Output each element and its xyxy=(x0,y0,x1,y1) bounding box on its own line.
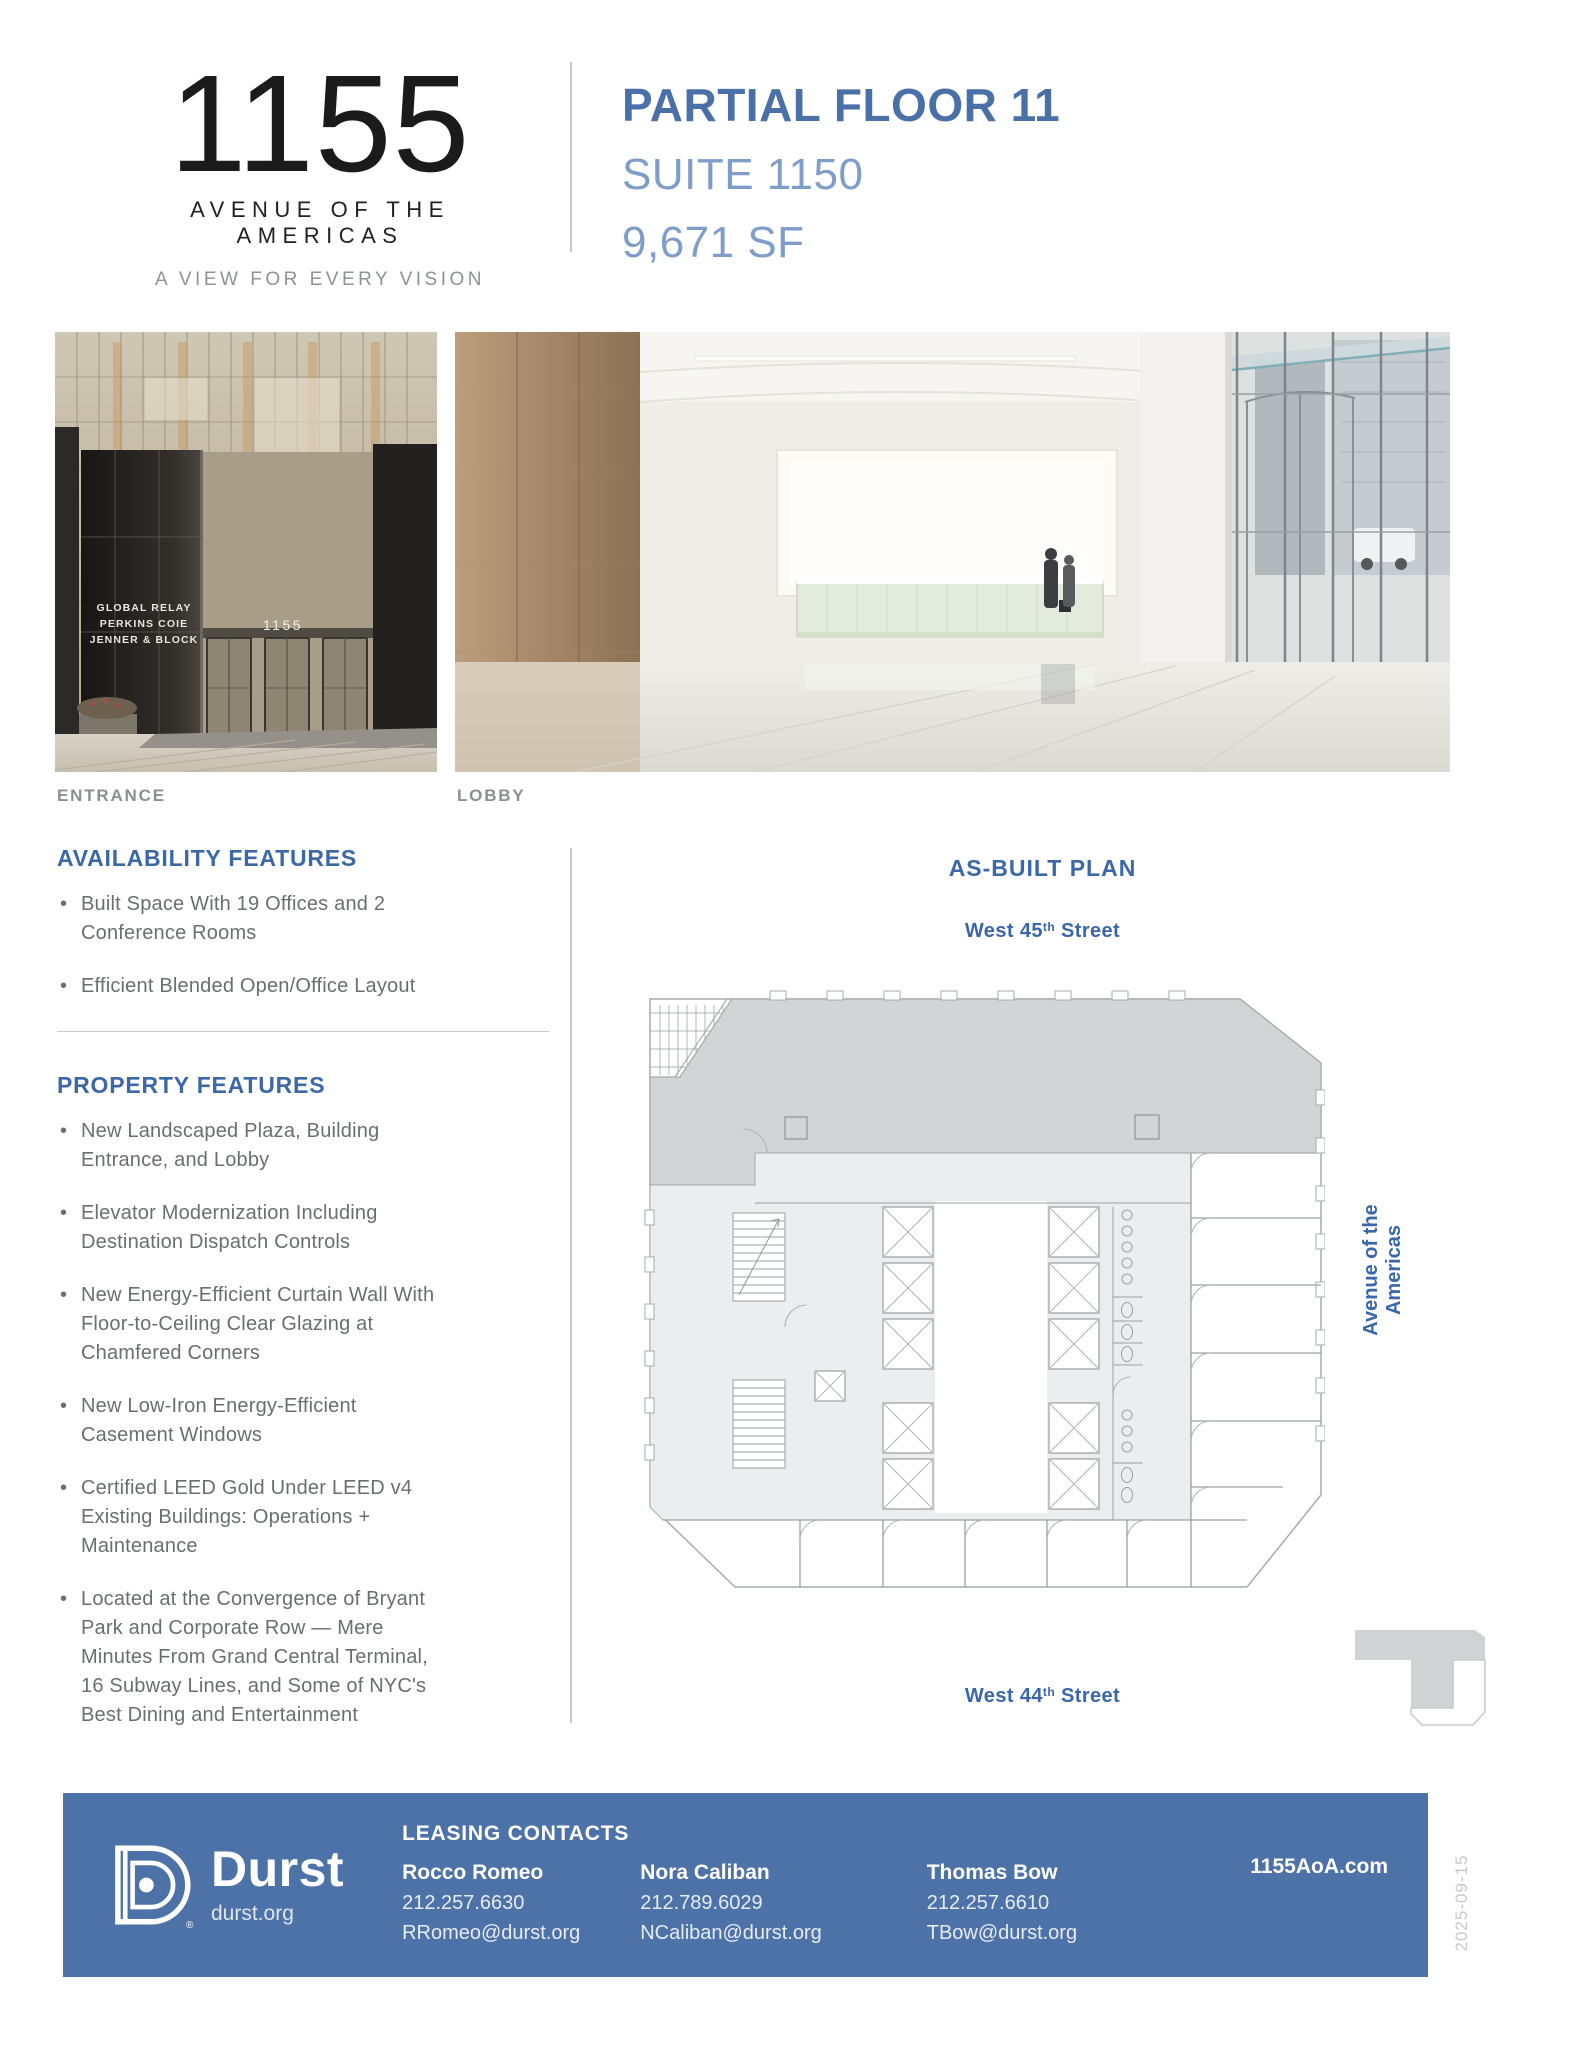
list-item: • Elevator Modernization Including Destination Dispatch Controls xyxy=(57,1199,449,1257)
building-locator-map xyxy=(1337,1616,1522,1746)
header-divider xyxy=(570,62,572,252)
durst-site-link[interactable]: durst.org xyxy=(211,1902,294,1925)
contact-card xyxy=(402,1858,580,1948)
footer xyxy=(63,1793,1428,1977)
tenant-name: JENNER & BLOCK xyxy=(89,634,199,646)
list-item: • Built Space With 19 Offices and 2 Conference Rooms xyxy=(57,890,449,948)
street-label-west-45 xyxy=(590,920,1495,943)
street-text: West 44 xyxy=(964,1685,1043,1707)
street-sup: th xyxy=(1042,1685,1056,1699)
listing-website-link[interactable]: 1155AoA.com xyxy=(1250,1855,1388,1878)
section-divider xyxy=(57,1031,549,1032)
entrance-tenant-signage xyxy=(88,600,200,648)
suite-number: SUITE 1150 xyxy=(622,150,864,199)
list-item: • Certified LEED Gold Under LEED v4 Existing Buildings: Operations + Maintenance xyxy=(57,1474,449,1561)
date-stamp: 2025-09-15 xyxy=(1452,1854,1471,1952)
durst-logo-icon xyxy=(105,1839,197,1931)
entrance-photo xyxy=(55,332,437,772)
contact-phone: 212.257.6630 xyxy=(402,1892,525,1914)
tenant-name: GLOBAL RELAY xyxy=(96,602,192,614)
contact-card xyxy=(640,1858,822,1948)
contact-name: Thomas Bow xyxy=(926,1861,1058,1884)
durst-wordmark xyxy=(211,1841,345,1926)
floor-plan xyxy=(635,975,1325,1635)
property-list xyxy=(57,1117,449,1730)
list-item: • Efficient Blended Open/Office Layout xyxy=(57,972,449,1001)
street-text: West 45 xyxy=(964,920,1043,942)
durst-logo xyxy=(105,1839,344,1931)
registered-mark: ® xyxy=(185,1920,194,1931)
page-title: PARTIAL FLOOR 11 xyxy=(622,79,1061,131)
column-divider xyxy=(570,848,572,1723)
street-rest: Street xyxy=(1055,1685,1121,1707)
availability-list xyxy=(57,890,449,1001)
contact-email[interactable]: RRomeo@durst.org xyxy=(402,1922,581,1944)
building-tagline: A VIEW FOR EVERY VISION xyxy=(154,269,486,290)
plan-heading: AS-BUILT PLAN xyxy=(948,855,1137,881)
building-number: 1155 xyxy=(169,47,471,201)
contact-phone: 212.257.6610 xyxy=(926,1892,1050,1914)
suite-area: 9,671 SF xyxy=(622,218,805,267)
list-item: • Located at the Convergence of Bryant Park and Corporate Row — Mere Minutes From Grand Central Terminal, 16 Subway Lines, and Some of NYC's Best Dining and Entertainment xyxy=(57,1585,449,1730)
features-column xyxy=(57,845,449,1754)
leasing-contacts xyxy=(402,1822,1099,1948)
contact-phone: 212.789.6029 xyxy=(640,1892,763,1914)
entrance-address-sign: 1155 xyxy=(262,617,304,633)
contacts-heading: LEASING CONTACTS xyxy=(402,1822,630,1845)
street-rest: Street xyxy=(1055,920,1121,942)
property-heading: PROPERTY FEATURES xyxy=(57,1072,326,1098)
street-sup: th xyxy=(1042,920,1056,934)
lobby-caption: LOBBY xyxy=(457,786,526,805)
listing-title xyxy=(622,78,1060,268)
plan-elevator-lobby xyxy=(935,1201,1047,1513)
tenant-name: PERKINS COIE xyxy=(99,618,189,630)
list-item: • New Energy-Efficient Curtain Wall With Floor-to-Ceiling Clear Glazing at Chamfered Corners xyxy=(57,1281,449,1368)
street-label-avenue-of-americas: Avenue of the Americas xyxy=(1360,1204,1405,1336)
availability-heading: AVAILABILITY FEATURES xyxy=(57,845,358,871)
contact-name: Nora Caliban xyxy=(640,1861,770,1884)
contacts-row xyxy=(402,1858,1099,1948)
contact-name: Rocco Romeo xyxy=(402,1861,544,1884)
contact-email[interactable]: TBow@durst.org xyxy=(926,1922,1078,1944)
list-item: • New Landscaped Plaza, Building Entrance, and Lobby xyxy=(57,1117,449,1175)
entrance-photo-art xyxy=(55,332,437,772)
contact-card xyxy=(927,1858,1099,1948)
building-logo xyxy=(130,47,510,291)
building-name: AVENUE OF THE AMERICAS xyxy=(190,197,450,248)
contact-email[interactable]: NCaliban@durst.org xyxy=(640,1922,822,1944)
lobby-photo xyxy=(455,332,1450,772)
lobby-photo-art xyxy=(455,332,1450,772)
durst-name: Durst xyxy=(211,1841,345,1897)
entrance-caption: ENTRANCE xyxy=(57,786,166,805)
list-item: • New Low-Iron Energy-Efficient Casement Windows xyxy=(57,1392,449,1450)
